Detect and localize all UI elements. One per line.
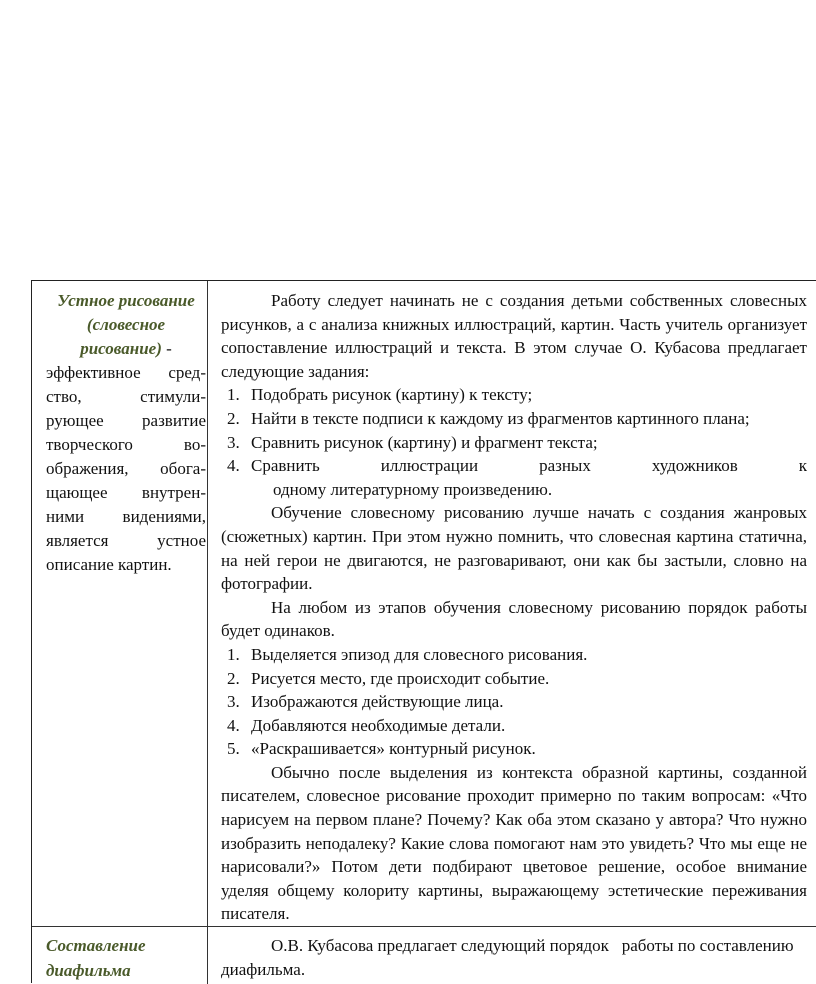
row2-term-cell: [46, 934, 206, 984]
list-number: 1.: [227, 644, 240, 664]
list-item: [221, 454, 807, 478]
methods-table: [31, 280, 816, 983]
list-text: Изображаются действующие лица.: [251, 692, 504, 712]
column-divider: [207, 281, 208, 984]
paragraph: Обычно после выделения из контекста образной картины, созданной писателем, словесное рисование проходит примерно по таким вопросам: «Что нарисуем на первом плане? Почему? Как оба этом сказано у автора? Что нужно изобразить неподалеку? Какие слова помогают нам это увидеть? Что мы еще не нарисовали?» Потом дети подбирают цветовое решение, особое внимание уделяя общему колориту картины, выражающему эстетические переживания писателя.: [221, 762, 807, 924]
term-line: Составление: [46, 936, 146, 955]
task-list: [221, 383, 807, 477]
row1-content-cell: [221, 289, 807, 926]
paragraph: О.В. Кубасова предлагает следующий порядок работы по составлению диафильма.: [221, 936, 798, 979]
list-text: Подобрать рисунок (картину) к тексту;: [251, 385, 533, 405]
list-item: [221, 643, 807, 667]
row2-content-cell: [221, 934, 807, 982]
steps-list: [221, 643, 807, 761]
list-text: «Раскрашивается» контурный рисунок.: [251, 739, 536, 759]
term-line: рисование): [80, 339, 162, 358]
list-text: Сравнить рисунок (картину) и фрагмент текста;: [251, 432, 598, 452]
list-number: 2.: [227, 668, 240, 688]
list-number: 4.: [227, 715, 240, 735]
list-item: [221, 714, 807, 738]
list-text: Рисуется место, где происходит событие.: [251, 668, 550, 688]
list-text: Найти в тексте подписи к каждому из фрагментов картинного плана;: [251, 408, 750, 428]
list-number: 1.: [227, 385, 240, 405]
list-number: 3.: [227, 692, 240, 712]
term-line: (словесное: [86, 315, 166, 334]
list-text: Выделяется эпизод для словесного рисования.: [251, 644, 588, 664]
list-item: [221, 737, 807, 761]
paragraph: На любом из этапов обучения словесному рисованию порядок работы будет одинаков.: [221, 597, 807, 641]
paragraph: Работу следует начинать не с создания детьми собственных словесных рисунков, а с анализа книжных иллюстраций, картин. Часть учитель организует сопоставление иллюстраций и текста. В этом случае О. Кубасова предлагает следующие задания:: [221, 291, 807, 381]
list-item: [221, 667, 807, 691]
term-dash: -: [161, 339, 172, 358]
term-line: диафильма: [46, 961, 131, 980]
term-description: эффективное сред-ство, стимули-рующее развитие творческого во-ображения, обога-щающее внутрен-ними видениями, является устное описание картин.: [46, 363, 206, 574]
list-item: [221, 407, 807, 431]
list-item: [221, 383, 807, 407]
list-number: 3.: [227, 432, 240, 452]
list-text: Сравнить иллюстрации разных художников к: [251, 456, 807, 476]
term-line: Устное рисование: [57, 291, 195, 310]
list-number: 5.: [227, 739, 240, 759]
list-item: [221, 431, 807, 455]
list-continuation: одному литературному произведению.: [273, 479, 553, 499]
list-number: 4.: [227, 456, 240, 476]
paragraph: Обучение словесному рисованию лучше начать с создания жанровых (сюжетных) картин. При этом нужно помнить, что словесная картина статична, на ней герои не двигаются, не разговаривают, они как бы застыли, словно на фотографии.: [221, 503, 807, 594]
row1-term-cell: [46, 289, 206, 577]
list-item: [221, 690, 807, 714]
row-divider: [32, 926, 816, 927]
list-text: Добавляются необходимые детали.: [251, 715, 506, 735]
list-number: 2.: [227, 408, 240, 428]
